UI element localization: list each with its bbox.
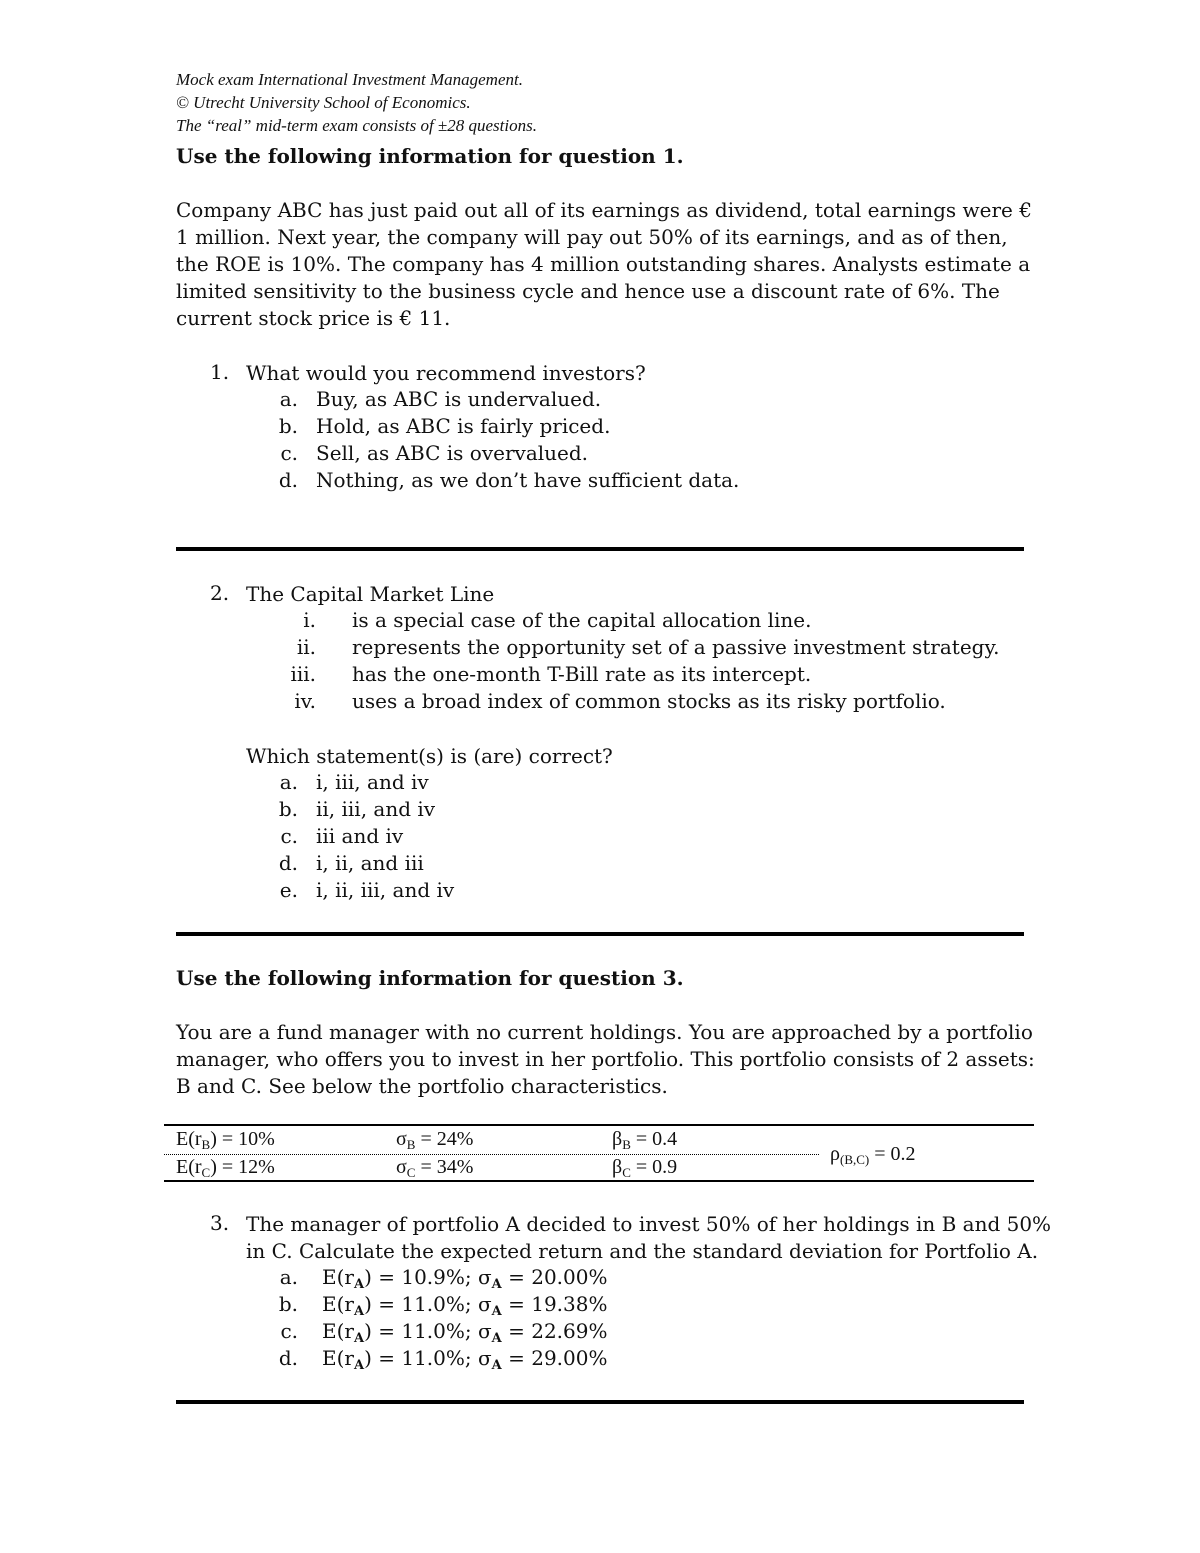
- q3-info-text: You are a fund manager with no current holdings. You are approached by a portfolio manager, who offers you to invest in her portfolio. This portfolio consists of 2 assets: B and C. See below the portfolio characteristics.: [176, 1020, 1035, 1098]
- q2-statement-iv-label: iv.: [294, 689, 316, 713]
- q1-option-d-text: Nothing, as we don’t have sufficient data.: [316, 468, 740, 492]
- q3-info-heading: Use the following information for question 3.: [176, 966, 684, 990]
- q2-statement-iii-label: iii.: [290, 662, 316, 686]
- q3-option-d-label: d.: [278, 1346, 298, 1370]
- table-top-border: [164, 1124, 1034, 1126]
- q3-option-a-label: a.: [279, 1265, 298, 1289]
- table-cell-sigma-b: $\sigma_B = 24\%$: [396, 1128, 474, 1152]
- q2-option-a-text: i, iii, and iv: [316, 770, 429, 794]
- q2-statement-iii-text: has the one-month T-Bill rate as its intercept.: [352, 662, 812, 686]
- q1-number: 1.: [210, 360, 230, 384]
- q1-option-d-label: d.: [278, 468, 298, 492]
- q2-option-b-label: b.: [278, 797, 298, 821]
- q2-statement-ii-text: represents the opportunity set of a passive investment strategy.: [352, 635, 1000, 659]
- q2-prompt: Which statement(s) is (are) correct?: [246, 744, 613, 768]
- q3-option-d-text: $E(r_A) = 11.0\%$; $\sigma_A = 29.00\%$: [322, 1346, 608, 1373]
- table-cell-expected-return-c: $E(r_C) = 12\%$: [176, 1156, 275, 1180]
- table-row-divider: [164, 1154, 819, 1155]
- q2-option-b-text: ii, iii, and iv: [316, 797, 436, 821]
- q3-number: 3.: [210, 1211, 230, 1235]
- q1-info-heading: Use the following information for question 1.: [176, 144, 684, 168]
- table-cell-beta-b: $\beta_B = 0.4$: [612, 1128, 678, 1152]
- header-note: The “real” mid-term exam consists of ±28 questions.: [176, 116, 537, 135]
- table-cell-correlation: $\rho_{(B,C)} = 0.2$: [830, 1143, 916, 1167]
- q1-option-c-text: Sell, as ABC is overvalued.: [316, 441, 589, 465]
- q3-option-b-label: b.: [278, 1292, 298, 1316]
- section-divider: [176, 1400, 1024, 1404]
- q2-option-e-label: e.: [279, 878, 298, 902]
- q3-option-b-text: $E(r_A) = 11.0\%$; $\sigma_A = 19.38\%$: [322, 1292, 608, 1319]
- q2-statement-i-label: i.: [303, 608, 316, 632]
- q1-option-b-label: b.: [278, 414, 298, 438]
- q2-question: The Capital Market Line: [246, 582, 495, 606]
- q2-option-a-label: a.: [279, 770, 298, 794]
- q2-statement-iv-text: uses a broad index of common stocks as its risky portfolio.: [352, 689, 946, 713]
- table-cell-expected-return-b: $E(r_B) = 10\%$: [176, 1128, 275, 1152]
- q1-question: What would you recommend investors?: [246, 361, 646, 385]
- q1-option-c-label: c.: [280, 441, 298, 465]
- q2-option-d-label: d.: [278, 851, 298, 875]
- q2-option-c-label: c.: [280, 824, 298, 848]
- table-bottom-border: [164, 1180, 1034, 1182]
- q2-option-c-text: iii and iv: [316, 824, 404, 848]
- table-cell-sigma-c: $\sigma_C = 34\%$: [396, 1156, 474, 1180]
- q1-info-text: Company ABC has just paid out all of its earnings as dividend, total earnings were € 1 million. Next year, the company will pay out 50% of its earnings, and as of then, the ROE is 10%. The company has 4 million outstanding shares. Analysts estimate a limited sensitivity to the business cycle and hence use a discount rate of 6%. The current stock price is € 11.: [176, 198, 1032, 330]
- q3-question-line2: in C. Calculate the expected return and the standard deviation for Portfolio A.: [246, 1239, 1039, 1263]
- q3-option-c-label: c.: [280, 1319, 298, 1343]
- header-title: Mock exam International Investment Management.: [176, 70, 523, 89]
- q3-option-a-text: $E(r_A) = 10.9\%$; $\sigma_A = 20.00\%$: [322, 1265, 608, 1292]
- section-divider: [176, 547, 1024, 551]
- q1-option-a-label: a.: [279, 387, 298, 411]
- table-cell-beta-c: $\beta_C = 0.9$: [612, 1156, 678, 1180]
- q3-question-line1: The manager of portfolio A decided to invest 50% of her holdings in B and 50%: [246, 1212, 1052, 1236]
- q3-option-c-text: $E(r_A) = 11.0\%$; $\sigma_A = 22.69\%$: [322, 1319, 608, 1346]
- q1-option-a-text: Buy, as ABC is undervalued.: [316, 387, 602, 411]
- section-divider: [176, 932, 1024, 936]
- q2-option-d-text: i, ii, and iii: [316, 851, 424, 875]
- q2-statement-i-text: is a special case of the capital allocation line.: [352, 608, 812, 632]
- header-copyright: © Utrecht University School of Economics.: [176, 93, 471, 112]
- q2-number: 2.: [210, 581, 230, 605]
- q2-statement-ii-label: ii.: [296, 635, 316, 659]
- q2-option-e-text: i, ii, iii, and iv: [316, 878, 455, 902]
- q1-option-b-text: Hold, as ABC is fairly priced.: [316, 414, 611, 438]
